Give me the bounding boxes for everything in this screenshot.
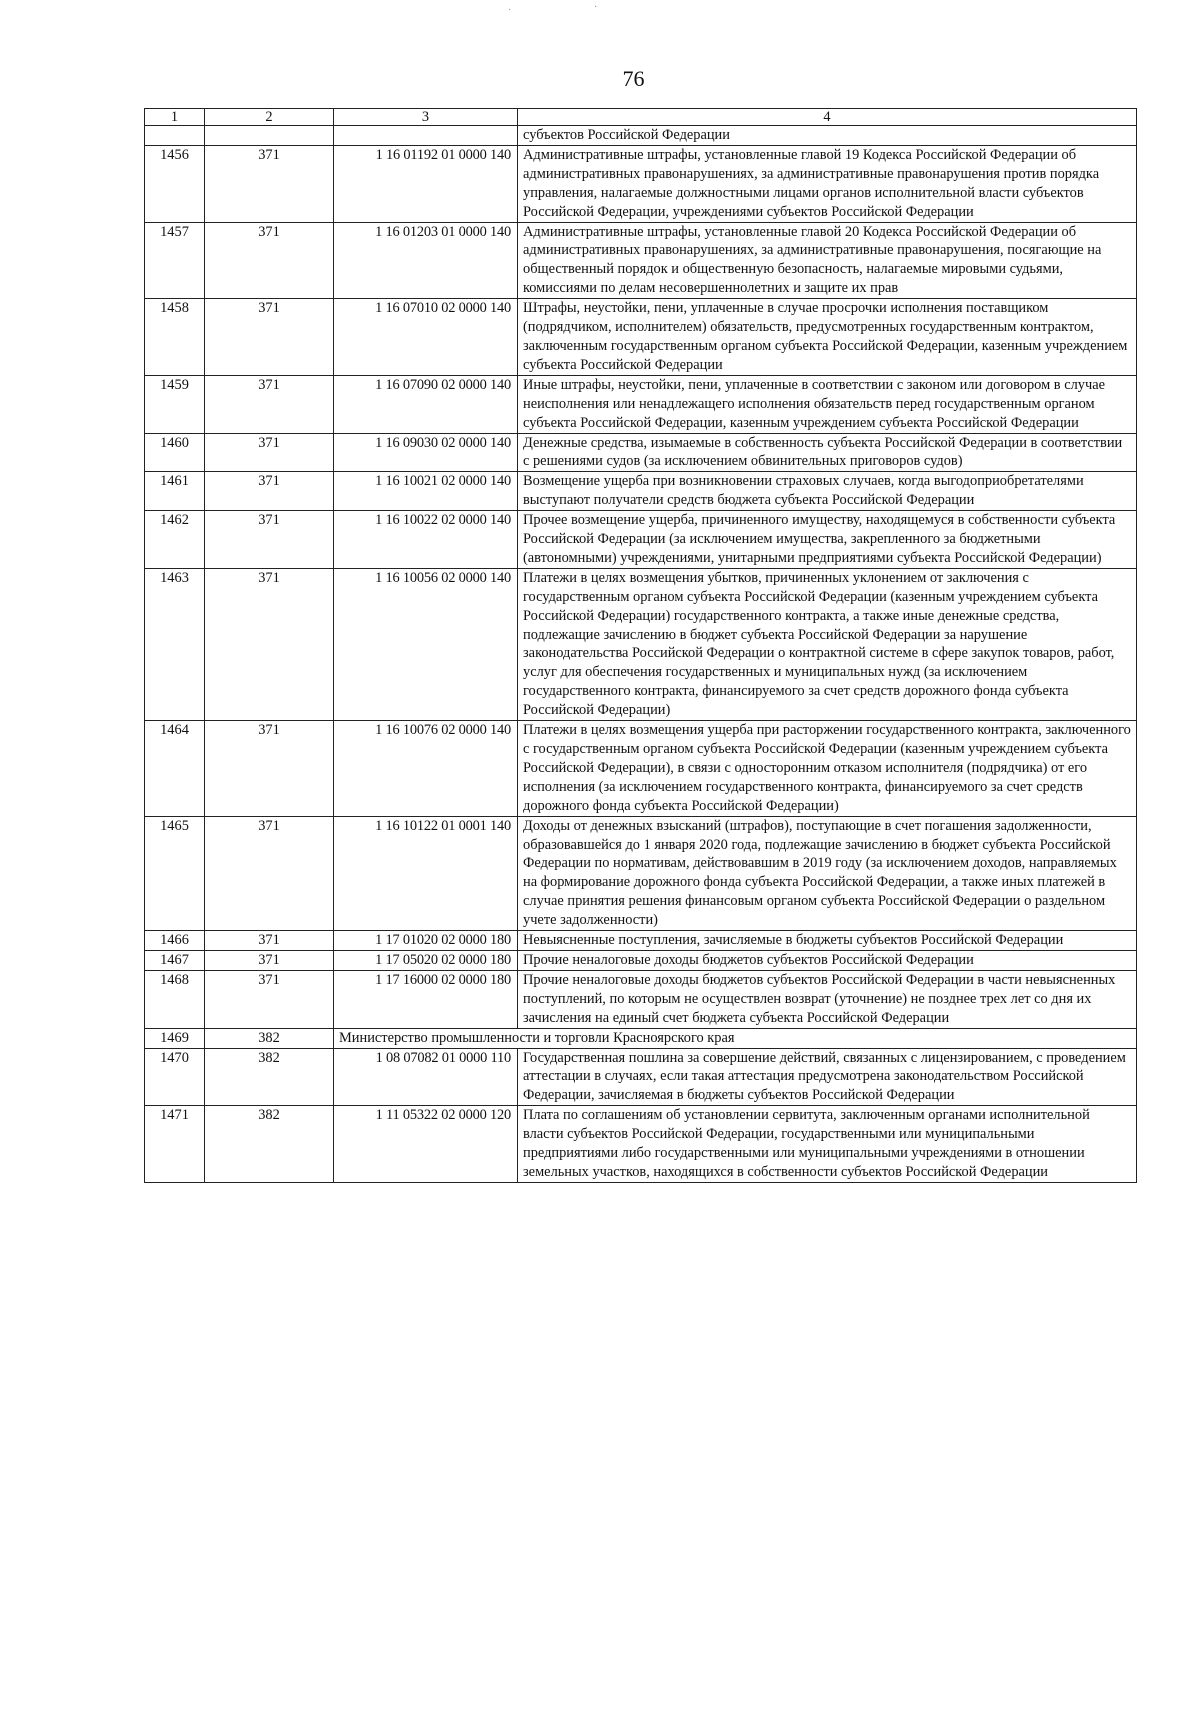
admin-code: 371 xyxy=(205,816,334,930)
row-number: 1469 xyxy=(145,1028,205,1048)
income-description: Иные штрафы, неустойки, пени, уплаченные в соответствии с законом или договором в случае неисполнения или ненадлежащего исполнения обязательств перед государственным органом субъекта Российской Федерации, казенным учреждением субъекта Российской Федерации xyxy=(518,375,1137,433)
budget-classification-code: 1 16 10022 02 0000 140 xyxy=(334,511,518,569)
column-header: 4 xyxy=(518,109,1137,126)
table-row xyxy=(145,433,1137,472)
row-number xyxy=(145,126,205,146)
budget-classification-code: 1 16 10056 02 0000 140 xyxy=(334,568,518,720)
budget-classification-code: 1 16 10122 01 0001 140 xyxy=(334,816,518,930)
income-description: Денежные средства, изымаемые в собственность субъекта Российской Федерации в соответствии с решениями судов (за исключением обвинительных приговоров судов) xyxy=(518,433,1137,472)
column-header: 2 xyxy=(205,109,334,126)
row-number: 1463 xyxy=(145,568,205,720)
admin-code: 371 xyxy=(205,299,334,376)
budget-classification-code: 1 08 07082 01 0000 110 xyxy=(334,1048,518,1106)
table-row xyxy=(145,931,1137,951)
budget-classification-code: 1 11 05322 02 0000 120 xyxy=(334,1106,518,1183)
admin-code: 371 xyxy=(205,472,334,511)
table-row xyxy=(145,950,1137,970)
table-row xyxy=(145,1028,1137,1048)
budget-classification-code: 1 16 01192 01 0000 140 xyxy=(334,145,518,222)
budget-classification-code: 1 16 10076 02 0000 140 xyxy=(334,721,518,817)
admin-code: 382 xyxy=(205,1106,334,1183)
administrator-name: Министерство промышленности и торговли Красноярского края xyxy=(334,1028,1137,1048)
income-description: Плата по соглашениям об установлении сервитута, заключенным органами исполнительной власти субъектов Российской Федерации, государственными или муниципальными предприятиями либо государственными или муниципальными учреждениями в отношении земельных участков, находящихся в собственности субъектов Российской Федерации xyxy=(518,1106,1137,1183)
admin-code: 371 xyxy=(205,931,334,951)
table-row xyxy=(145,145,1137,222)
column-header: 1 xyxy=(145,109,205,126)
table-row xyxy=(145,299,1137,376)
income-description: Прочее возмещение ущерба, причиненного имуществу, находящемуся в собственности субъекта Российской Федерации (за исключением имущества, закрепленного за бюджетными (автономными) учреждениями, унитарными предприятиями субъекта Российской Федерации) xyxy=(518,511,1137,569)
table-row xyxy=(145,472,1137,511)
row-number: 1468 xyxy=(145,970,205,1028)
budget-classification-code: 1 17 05020 02 0000 180 xyxy=(334,950,518,970)
table-row xyxy=(145,222,1137,299)
table-row xyxy=(145,1048,1137,1106)
row-number: 1462 xyxy=(145,511,205,569)
row-number: 1458 xyxy=(145,299,205,376)
admin-code: 371 xyxy=(205,511,334,569)
budget-classification-code: 1 16 07090 02 0000 140 xyxy=(334,375,518,433)
income-description: Платежи в целях возмещения ущерба при расторжении государственного контракта, заключенного с государственным органом субъекта Российской Федерации (казенным учреждением субъекта Российской Федерации), в связи с односторонним отказом исполнителя (подрядчика) от его исполнения (за исключением государственного контракта, финансируемого за счет средств дорожного фонда субъекта Российской Федерации) xyxy=(518,721,1137,817)
income-description: субъектов Российской Федерации xyxy=(518,126,1137,146)
row-number: 1466 xyxy=(145,931,205,951)
income-description: Платежи в целях возмещения убытков, причиненных уклонением от заключения с государственным органом субъекта Российской Федерации (казенным учреждением субъекта Российской Федерации) государственного контракта, а также иные денежные средства, подлежащие зачислению в бюджет субъекта Российской Федерации за нарушение законодательства Российской Федерации о контрактной системе в сфере закупок товаров, работ, услуг для обеспечения государственных и муниципальных нужд (за исключением государственного контракта, финансируемого за счет средств дорожного фонда субъекта Российской Федерации) xyxy=(518,568,1137,720)
row-number: 1467 xyxy=(145,950,205,970)
admin-code xyxy=(205,126,334,146)
income-description: Невыясненные поступления, зачисляемые в бюджеты субъектов Российской Федерации xyxy=(518,931,1137,951)
row-number: 1465 xyxy=(145,816,205,930)
page-number: 76 xyxy=(622,66,645,91)
admin-code: 371 xyxy=(205,375,334,433)
header-row xyxy=(145,109,1137,126)
budget-classification-code: 1 16 10021 02 0000 140 xyxy=(334,472,518,511)
admin-code: 371 xyxy=(205,568,334,720)
table-row xyxy=(145,126,1137,146)
table-row xyxy=(145,375,1137,433)
row-number: 1460 xyxy=(145,433,205,472)
scan-mark: · xyxy=(594,2,598,13)
admin-code: 382 xyxy=(205,1028,334,1048)
income-description: Доходы от денежных взысканий (штрафов), поступающие в счет погашения задолженности, образовавшейся до 1 января 2020 года, подлежащие зачислению в бюджет субъекта Российской Федерации по нормативам, действовавшим в 2019 году (за исключением доходов, направляемых на формирование дорожного фонда субъекта Российской Федерации, а также иных платежей в случае принятия решения финансовым органом субъекта Российской Федерации о раздельном учете задолженности) xyxy=(518,816,1137,930)
budget-classification-code xyxy=(334,126,518,146)
row-number: 1461 xyxy=(145,472,205,511)
admin-code: 371 xyxy=(205,970,334,1028)
table-row xyxy=(145,511,1137,569)
table-row xyxy=(145,1106,1137,1183)
row-number: 1457 xyxy=(145,222,205,299)
income-description: Административные штрафы, установленные главой 20 Кодекса Российской Федерации об административных правонарушениях, за административные правонарушения, посягающие на общественный порядок и общественную безопасность, налагаемые мировыми судьями, комиссиями по делам несовершеннолетних и защите их прав xyxy=(518,222,1137,299)
admin-code: 371 xyxy=(205,721,334,817)
row-number: 1471 xyxy=(145,1106,205,1183)
scan-mark: ˙ xyxy=(508,8,512,19)
row-number: 1470 xyxy=(145,1048,205,1106)
row-number: 1456 xyxy=(145,145,205,222)
budget-classification-table xyxy=(144,108,1137,1183)
admin-code: 371 xyxy=(205,145,334,222)
row-number: 1459 xyxy=(145,375,205,433)
income-description: Штрафы, неустойки, пени, уплаченные в случае просрочки исполнения поставщиком (подрядчиком, исполнителем) обязательств, предусмотренных государственным контрактом, заключенным государственным органом субъекта Российской Федерации, казенным учреждением субъекта Российской Федерации xyxy=(518,299,1137,376)
income-description: Прочие неналоговые доходы бюджетов субъектов Российской Федерации в части невыясненных поступлений, по которым не осуществлен возврат (уточнение) не позднее трех лет со дня их зачисления на единый счет бюджета субъекта Российской Федерации xyxy=(518,970,1137,1028)
budget-classification-code: 1 16 07010 02 0000 140 xyxy=(334,299,518,376)
budget-classification-code: 1 17 16000 02 0000 180 xyxy=(334,970,518,1028)
admin-code: 382 xyxy=(205,1048,334,1106)
table-row xyxy=(145,568,1137,720)
column-header: 3 xyxy=(334,109,518,126)
admin-code: 371 xyxy=(205,950,334,970)
budget-classification-code: 1 16 01203 01 0000 140 xyxy=(334,222,518,299)
admin-code: 371 xyxy=(205,222,334,299)
table-row xyxy=(145,970,1137,1028)
income-description: Прочие неналоговые доходы бюджетов субъектов Российской Федерации xyxy=(518,950,1137,970)
table-row xyxy=(145,816,1137,930)
income-description: Государственная пошлина за совершение действий, связанных с лицензированием, с проведением аттестации в случаях, если такая аттестация предусмотрена законодательством Российской Федерации, зачисляемая в бюджеты субъектов Российской Федерации xyxy=(518,1048,1137,1106)
admin-code: 371 xyxy=(205,433,334,472)
budget-classification-code: 1 17 01020 02 0000 180 xyxy=(334,931,518,951)
income-description: Административные штрафы, установленные главой 19 Кодекса Российской Федерации об административных правонарушениях, за административные правонарушения против порядка управления, налагаемые должностными лицами органов исполнительной власти субъектов Российской Федерации, учреждениями субъектов Российской Федерации xyxy=(518,145,1137,222)
income-description: Возмещение ущерба при возникновении страховых случаев, когда выгодоприобретателями выступают получатели средств бюджета субъекта Российской Федерации xyxy=(518,472,1137,511)
row-number: 1464 xyxy=(145,721,205,817)
budget-classification-code: 1 16 09030 02 0000 140 xyxy=(334,433,518,472)
table-row xyxy=(145,721,1137,817)
